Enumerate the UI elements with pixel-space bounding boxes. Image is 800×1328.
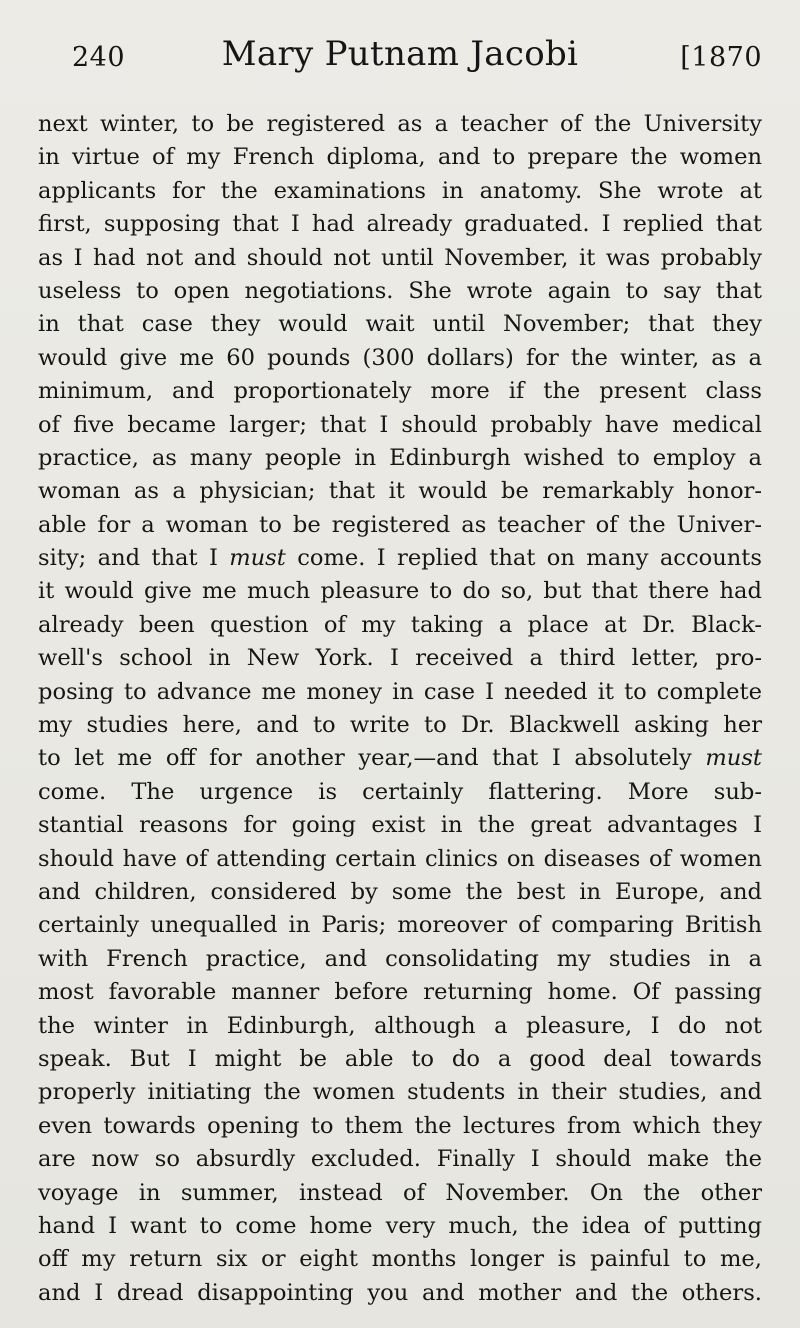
text-line: voyage in summer, instead of November. On the other (38, 1179, 762, 1206)
emphasis: must (705, 745, 762, 772)
text-line: are now so absurdly excluded. Finally I should make the (38, 1146, 762, 1173)
text-line: most favorable manner before returning home. Of passing (38, 979, 762, 1006)
page-number: 240 (72, 42, 126, 73)
text-line: able for a woman to be registered as teacher of the Univer- (38, 511, 762, 538)
text-line: next winter, to be registered as a teacher of the University (38, 111, 762, 137)
text-line: useless to open negotiations. She wrote again to say that (38, 277, 762, 304)
body-text (38, 108, 762, 1310)
text-line: woman as a physician; that it would be remarkably honor- (38, 478, 762, 505)
text-line: to let me off for another year,—and that I absolutely must (38, 745, 762, 772)
text-line: off my return six or eight months longer is painful to me, (38, 1246, 762, 1273)
text-line: practice, as many people in Edinburgh wished to employ a (38, 444, 762, 471)
text-line: hand I want to come home very much, the idea of putting (38, 1212, 762, 1239)
text-line: should have of attending certain clinics on diseases of women (38, 845, 762, 872)
text-line: in that case they would wait until November; that they (38, 311, 762, 338)
text-line: would give me 60 pounds (300 dollars) for the winter, as a (38, 344, 762, 371)
text-line: and children, considered by some the best in Europe, and (38, 878, 762, 905)
text-line: minimum, and proportionately more if the present class (38, 378, 762, 405)
text-line: certainly unequalled in Paris; moreover of comparing British (38, 912, 762, 939)
text-line: properly initiating the women students in their studies, and (38, 1079, 762, 1106)
text-line: it would give me much pleasure to do so, but that there had (38, 578, 762, 605)
running-title: Mary Putnam Jacobi (221, 34, 579, 74)
text-line: well's school in New York. I received a third letter, pro- (38, 645, 762, 672)
text-line: in virtue of my French diploma, and to prepare the women (38, 144, 762, 171)
text-line: applicants for the examinations in anatomy. She wrote at (38, 177, 762, 204)
text-line: my studies here, and to write to Dr. Blackwell asking her (38, 712, 762, 739)
text-line: speak. But I might be able to do a good deal towards (38, 1045, 762, 1072)
text-line: the winter in Edinburgh, although a pleasure, I do not (38, 1012, 762, 1039)
text-line: as I had not and should not until November, it was probably (38, 244, 762, 271)
text-line: sity; and that I must come. I replied that on many accounts (38, 545, 762, 572)
text-line: come. The urgence is certainly flattering. More sub- (38, 778, 762, 805)
running-head (38, 0, 762, 108)
text-line: and I dread disappointing you and mother and the others. (38, 1279, 762, 1306)
text-line: of five became larger; that I should probably have medical (38, 411, 762, 438)
text-line: first, supposing that I had already graduated. I replied that (38, 211, 762, 238)
text-line: with French practice, and consolidating my studies in a (38, 945, 762, 972)
text-line: even towards opening to them the lectures from which they (38, 1112, 762, 1139)
running-year: [1870 (680, 42, 762, 73)
text-line: stantial reasons for going exist in the great advantages I (38, 812, 762, 839)
emphasis: must (229, 545, 286, 572)
text-line: already been question of my taking a place at Dr. Black- (38, 611, 762, 638)
text-line: posing to advance me money in case I needed it to complete (38, 678, 762, 705)
